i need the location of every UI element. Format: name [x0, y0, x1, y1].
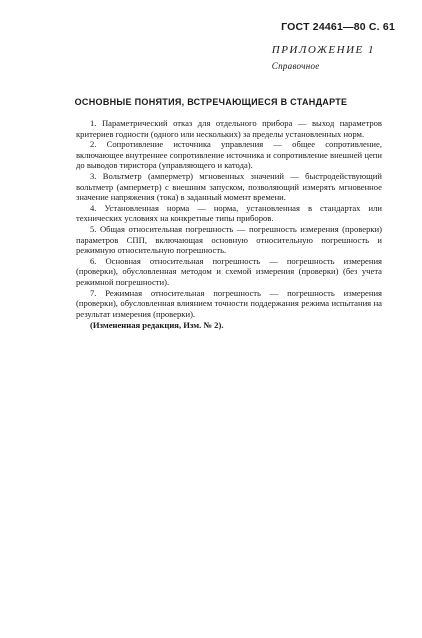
appendix-heading — [272, 44, 375, 71]
amendment-note: (Измененная редакция, Изм. № 2). — [90, 320, 224, 331]
paragraph-6: 6. Основная относительная погрешность — погрешность измерения (проверки), обусловленная методом и схемой измерения (проверки) (без учета режимной погрешности). — [76, 255, 382, 287]
section-title: ОСНОВНЫЕ ПОНЯТИЯ, ВСТРЕЧАЮЩИЕСЯ В СТАНДАРТЕ — [74, 97, 348, 107]
paragraph-2: 2. Сопротивление источника управления — общее сопротивление, включающее внутреннее сопротивление источника и сопротивление внешней цепи до выводов тиристора (управляющего и катода). — [76, 139, 382, 171]
paragraph-3: 3. Вольтметр (амперметр) мгновенных значений — быстродействующий вольтметр (амперметр) с внешним запуском, позволяющий измерять мгновенное значение напряжения (тока) в заданный момент времени. — [76, 170, 382, 203]
body-text — [76, 118, 382, 331]
appendix-label: ПРИЛОЖЕНИЕ 1 — [271, 44, 375, 56]
running-head: ГОСТ 24461—80 С. 61 — [281, 21, 395, 33]
appendix-status: Справочное — [271, 61, 320, 71]
paragraph-7: 7. Режимная относительная погрешность — погрешность измерения (проверки), обусловленная влиянием точности поддержания режима испытания на результат измерения (проверки). — [76, 287, 382, 319]
paragraph-1: 1. Параметрический отказ для отдельного прибора — выход параметров критериев годности (одного или нескольких) за пределы установленных норм. — [76, 118, 382, 139]
paragraph-5: 5. Общая относительная погрешность — погрешность измерения (проверки) параметров СПП, включающая основную относительную погрешность и режимную относительную погрешность. — [76, 223, 382, 256]
paragraph-4: 4. Установленная норма — норма, установленная в стандартах или технических условиях на конкретные типы приборов. — [76, 202, 382, 224]
